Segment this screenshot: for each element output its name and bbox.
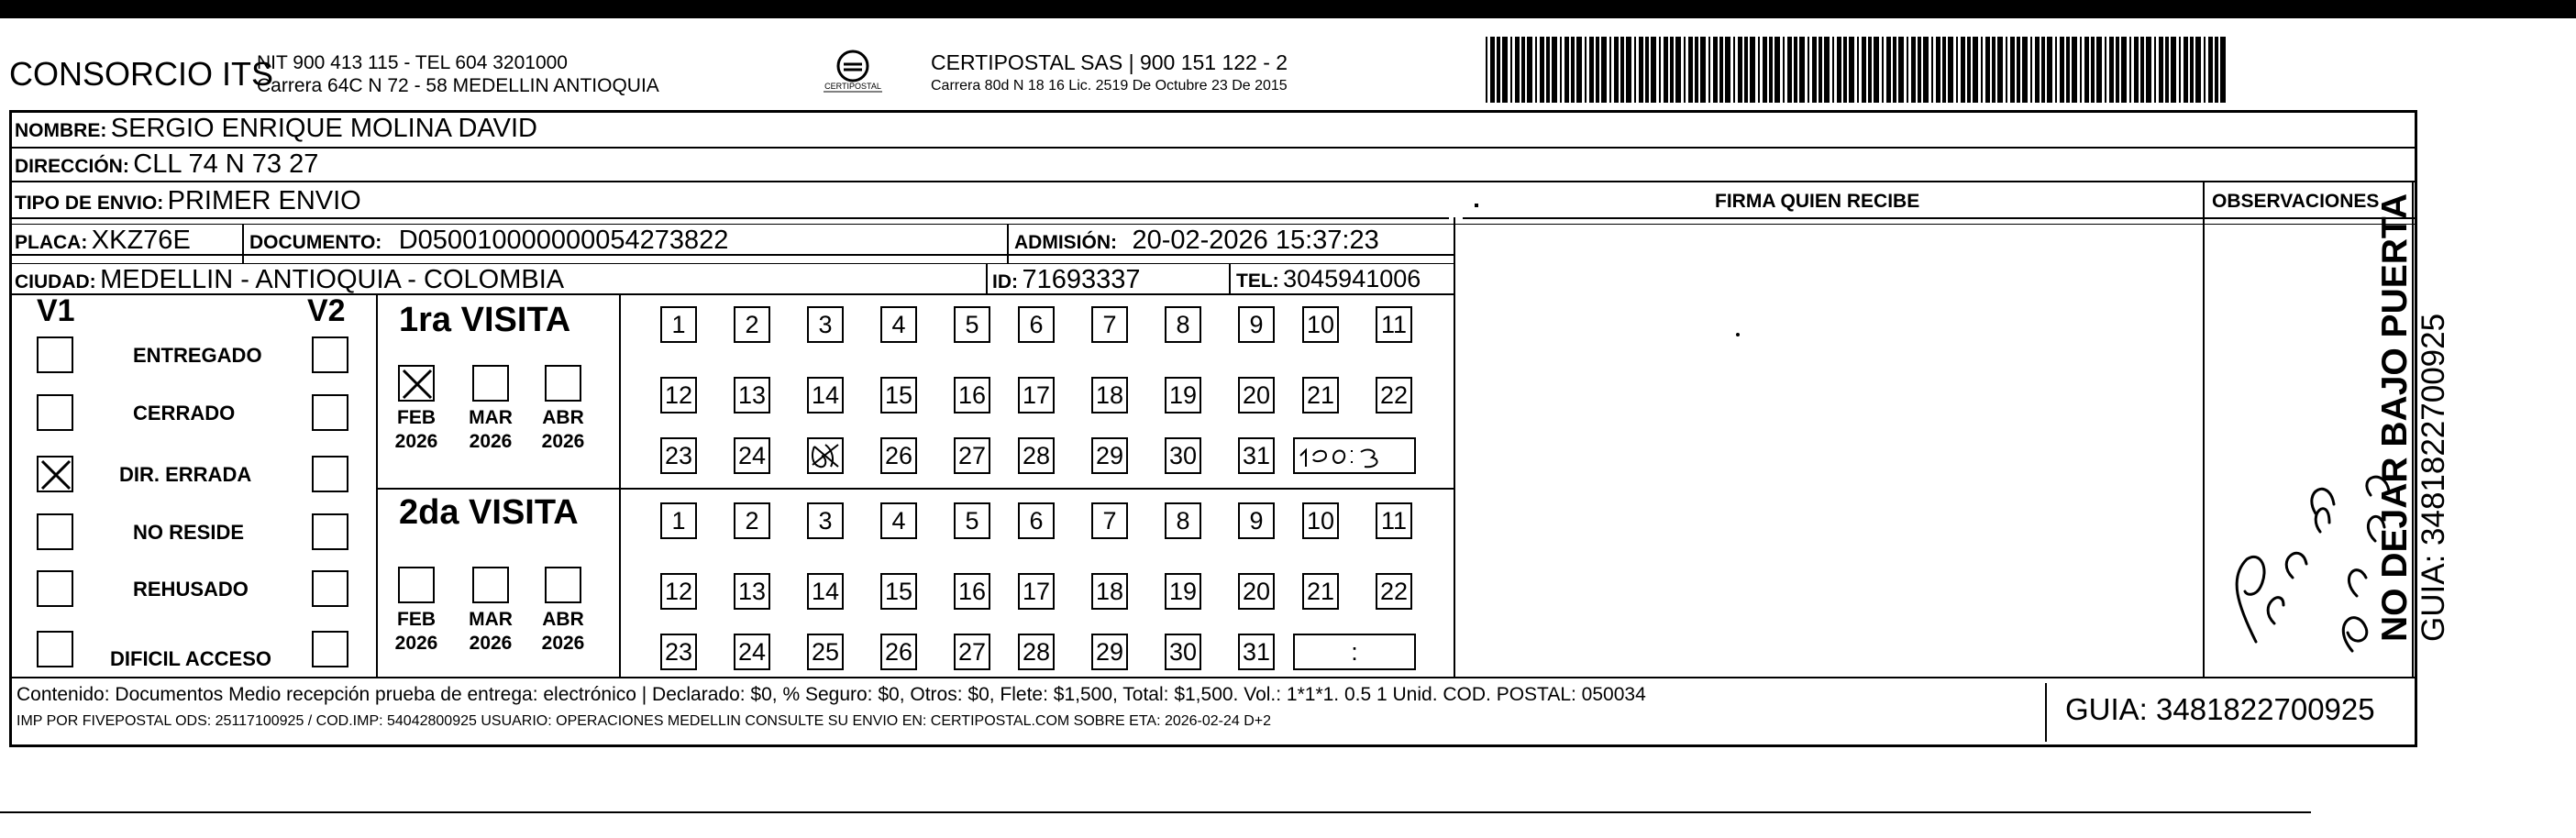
day-box[interactable]: 10 — [1302, 306, 1339, 343]
day-box[interactable]: 5 — [954, 306, 990, 343]
tel-row — [1236, 265, 1421, 293]
day-box[interactable]: 19 — [1165, 377, 1201, 413]
day-box[interactable]: 9 — [1238, 306, 1275, 343]
v1-checkbox[interactable] — [37, 336, 73, 373]
company-info — [257, 51, 659, 97]
ciudad-row — [15, 265, 564, 295]
day-box[interactable]: 28 — [1018, 634, 1055, 670]
day-box[interactable]: 7 — [1091, 306, 1128, 343]
ciudad-label: CIUDAD: — [15, 271, 96, 292]
day-box[interactable]: 17 — [1018, 573, 1055, 610]
day-box[interactable]: 22 — [1376, 573, 1412, 610]
visit2-title: 2da VISITA — [399, 493, 579, 532]
day-box[interactable]: 16 — [954, 377, 990, 413]
day-box[interactable]: 27 — [954, 437, 990, 474]
day-box[interactable]: 18 — [1091, 573, 1128, 610]
divider — [1007, 224, 1009, 263]
status-label: ENTREGADO — [133, 344, 262, 367]
certipostal-logo — [816, 46, 890, 105]
dot-mark — [1475, 204, 1478, 207]
divider — [376, 293, 378, 677]
divider — [9, 224, 2417, 225]
month-checkbox[interactable] — [472, 365, 509, 402]
status-label: CERRADO — [133, 402, 236, 425]
day-box[interactable]: 27 — [954, 634, 990, 670]
admision-value: 20-02-2026 15:37:23 — [1132, 226, 1379, 255]
day-box[interactable]: 23 — [660, 634, 697, 670]
month-label: FEB 2026 — [394, 407, 438, 452]
day-box[interactable]: 2 — [734, 306, 770, 343]
divider — [986, 263, 988, 293]
month-checkbox[interactable] — [545, 365, 581, 402]
v2-header: V2 — [307, 293, 346, 328]
divider — [376, 488, 1454, 490]
divider — [9, 181, 2417, 182]
day-box[interactable]: 24 — [734, 634, 770, 670]
direccion-value: CLL 74 N 73 27 — [133, 149, 319, 179]
day-box[interactable]: 26 — [880, 437, 917, 474]
month-checkbox[interactable] — [545, 567, 581, 603]
day-box[interactable]: 17 — [1018, 377, 1055, 413]
divider — [1463, 217, 2417, 219]
day-box[interactable]: 11 — [1376, 502, 1412, 539]
month-checkbox[interactable] — [472, 567, 509, 603]
day-box[interactable]: 2 — [734, 502, 770, 539]
month-checkbox[interactable] — [398, 365, 435, 402]
divider — [9, 677, 2417, 678]
divider — [242, 224, 244, 263]
firma-header: FIRMA QUIEN RECIBE — [1715, 191, 1920, 212]
day-box[interactable]: 21 — [1302, 377, 1339, 413]
side-vertical-text — [2375, 193, 2452, 642]
side-guia: GUIA: 3481822700925 — [2416, 313, 2451, 642]
day-box[interactable] — [807, 437, 844, 474]
day-box[interactable]: 8 — [1165, 306, 1201, 343]
v2-checkbox[interactable] — [312, 631, 348, 667]
v1-checkbox[interactable] — [37, 513, 73, 550]
day-box[interactable]: 12 — [660, 573, 697, 610]
day-box[interactable]: 18 — [1091, 377, 1128, 413]
day-box[interactable]: 7 — [1091, 502, 1128, 539]
day-box[interactable]: 4 — [880, 502, 917, 539]
cut-line — [0, 811, 2311, 813]
day-box[interactable]: 21 — [1302, 573, 1339, 610]
direccion-label: DIRECCIÓN: — [15, 156, 129, 177]
day-box[interactable]: 8 — [1165, 502, 1201, 539]
day-box[interactable]: 6 — [1018, 502, 1055, 539]
day-box[interactable]: 22 — [1376, 377, 1412, 413]
v2-checkbox[interactable] — [312, 513, 348, 550]
day-box[interactable]: 12 — [660, 377, 697, 413]
id-row — [992, 265, 1140, 295]
footer-print-line: IMP POR FIVEPOSTAL ODS: 25117100925 / COD.IMP: 54042800925 USUARIO: OPERACIONES MEDELLIN CONSULTE SU ENVIO EN: CERTIPOSTAL.COM SOBRE ETA: 2026-02-24 D+2 — [17, 713, 1272, 729]
day-box[interactable]: 1 — [660, 502, 697, 539]
month-label: FEB 2026 — [394, 609, 438, 654]
day-box[interactable]: 30 — [1165, 634, 1201, 670]
divider — [1229, 263, 1231, 293]
day-box[interactable]: 31 — [1238, 437, 1275, 474]
dot-mark — [1736, 333, 1740, 336]
tel-label: TEL: — [1236, 270, 1279, 292]
status-label: DIFICIL ACCESO — [110, 647, 272, 670]
day-box[interactable]: 4 — [880, 306, 917, 343]
time-box[interactable]: : — [1293, 634, 1416, 670]
address-line: Carrera 64C N 72 - 58 MEDELLIN ANTIOQUIA — [257, 75, 659, 96]
status-label: NO RESIDE — [133, 521, 245, 544]
day-box[interactable]: 29 — [1091, 437, 1128, 474]
obs-left-border — [2203, 181, 2205, 677]
month-label: MAR 2026 — [469, 609, 513, 654]
tel-value: 3045941006 — [1283, 265, 1421, 292]
nit-line: NIT 900 413 115 - TEL 604 3201000 — [257, 52, 568, 73]
svg-text:Reloo / DDTO: Reloo / DDTO — [2219, 376, 2226, 377]
shipping-label-frame — [9, 110, 2417, 747]
placa-row — [15, 226, 191, 256]
nombre-label: NOMBRE: — [15, 120, 107, 141]
tipo-label: TIPO DE ENVIO: — [15, 193, 164, 214]
certipostal-info — [931, 51, 1288, 97]
day-box[interactable]: 3 — [807, 502, 844, 539]
divider — [619, 293, 621, 677]
nombre-value: SERGIO ENRIQUE MOLINA DAVID — [110, 114, 537, 143]
visit1-title: 1ra VISITA — [399, 301, 571, 339]
observaciones-header: OBSERVACIONES — [2212, 191, 2380, 212]
day-box[interactable]: 3 — [807, 306, 844, 343]
day-box[interactable]: 20 — [1238, 377, 1275, 413]
day-box[interactable]: 13 — [734, 573, 770, 610]
v2-checkbox[interactable] — [312, 336, 348, 373]
day-box[interactable]: 11 — [1376, 306, 1412, 343]
v1-header: V1 — [37, 293, 75, 328]
day-box[interactable]: 16 — [954, 573, 990, 610]
day-box[interactable]: 28 — [1018, 437, 1055, 474]
day-box[interactable]: 5 — [954, 502, 990, 539]
day-box[interactable]: 24 — [734, 437, 770, 474]
divider — [9, 263, 1454, 264]
id-label: ID: — [992, 271, 1018, 292]
certipostal-nit: CERTIPOSTAL SAS | 900 151 122 - 2 — [931, 50, 1288, 74]
no-dejar-warning: NO DEJAR BAJO PUERTA — [2375, 193, 2415, 642]
v1-checkbox[interactable] — [37, 394, 73, 431]
firma-left-border — [1454, 217, 1455, 677]
day-box[interactable]: 1 — [660, 306, 697, 343]
day-box[interactable]: 14 — [807, 573, 844, 610]
guia-number: GUIA: 3481822700925 — [2045, 683, 2416, 742]
tipo-value: PRIMER ENVIO — [167, 186, 361, 215]
day-box[interactable]: 20 — [1238, 573, 1275, 610]
company-name: CONSORCIO ITS — [9, 55, 274, 93]
direccion-row — [15, 149, 318, 180]
day-box[interactable]: 14 — [807, 377, 844, 413]
v2-checkbox[interactable] — [312, 570, 348, 607]
day-box[interactable]: 31 — [1238, 634, 1275, 670]
divider — [9, 147, 2417, 149]
svg-text:CERTIPOSTAL: CERTIPOSTAL — [824, 82, 881, 91]
tipo-row — [15, 186, 361, 216]
month-label: MAR 2026 — [469, 407, 513, 452]
documento-label: DOCUMENTO: — [249, 232, 382, 253]
certipostal-license: Carrera 80d N 18 16 Lic. 2519 De Octubre 23 De 2015 — [931, 78, 1288, 94]
time-box[interactable] — [1293, 437, 1416, 474]
month-label: ABR 2026 — [541, 407, 585, 452]
footer-content-line: Contenido: Documentos Medio recepción prueba de entrega: electrónico | Declarado: $0, % Seguro: $0, Otros: $0, Flete: $1,500, Total: $1,500. Vol.: 1*1*1. 0.5 1 Unid. COD. POSTAL: 050034 — [17, 684, 1646, 705]
day-box[interactable]: 9 — [1238, 502, 1275, 539]
documento-row — [249, 226, 728, 256]
ciudad-value: MEDELLIN - ANTIOQUIA - COLOMBIA — [100, 265, 565, 294]
admision-row — [1014, 226, 1379, 256]
v2-checkbox[interactable] — [312, 456, 348, 492]
day-box[interactable]: 15 — [880, 377, 917, 413]
top-black-bar — [0, 0, 2576, 18]
placa-label: PLACA: — [15, 232, 88, 253]
v1-checkbox[interactable] — [37, 456, 73, 492]
placa-value: XKZ76E — [91, 226, 191, 255]
day-box[interactable]: 30 — [1165, 437, 1201, 474]
day-box[interactable]: 13 — [734, 377, 770, 413]
id-value: 71693337 — [1022, 265, 1141, 294]
v1-checkbox[interactable] — [37, 570, 73, 607]
day-box[interactable]: 29 — [1091, 634, 1128, 670]
documento-value: D050010000000054273822 — [398, 226, 729, 255]
v2-checkbox[interactable] — [312, 394, 348, 431]
day-box[interactable]: 23 — [660, 437, 697, 474]
day-box[interactable]: 10 — [1302, 502, 1339, 539]
v1-checkbox[interactable] — [37, 631, 73, 667]
month-checkbox[interactable] — [398, 567, 435, 603]
barcode — [1486, 37, 2228, 103]
day-box[interactable]: 26 — [880, 634, 917, 670]
day-box[interactable]: 19 — [1165, 573, 1201, 610]
day-box[interactable]: 15 — [880, 573, 917, 610]
admision-label: ADMISIÓN: — [1014, 232, 1117, 253]
day-box[interactable]: 25 — [807, 634, 844, 670]
status-label: REHUSADO — [133, 578, 249, 601]
day-box[interactable]: 6 — [1018, 306, 1055, 343]
month-label: ABR 2026 — [541, 609, 585, 654]
nombre-row — [15, 114, 537, 144]
divider — [9, 217, 1449, 219]
status-label: DIR. ERRADA — [119, 463, 252, 486]
